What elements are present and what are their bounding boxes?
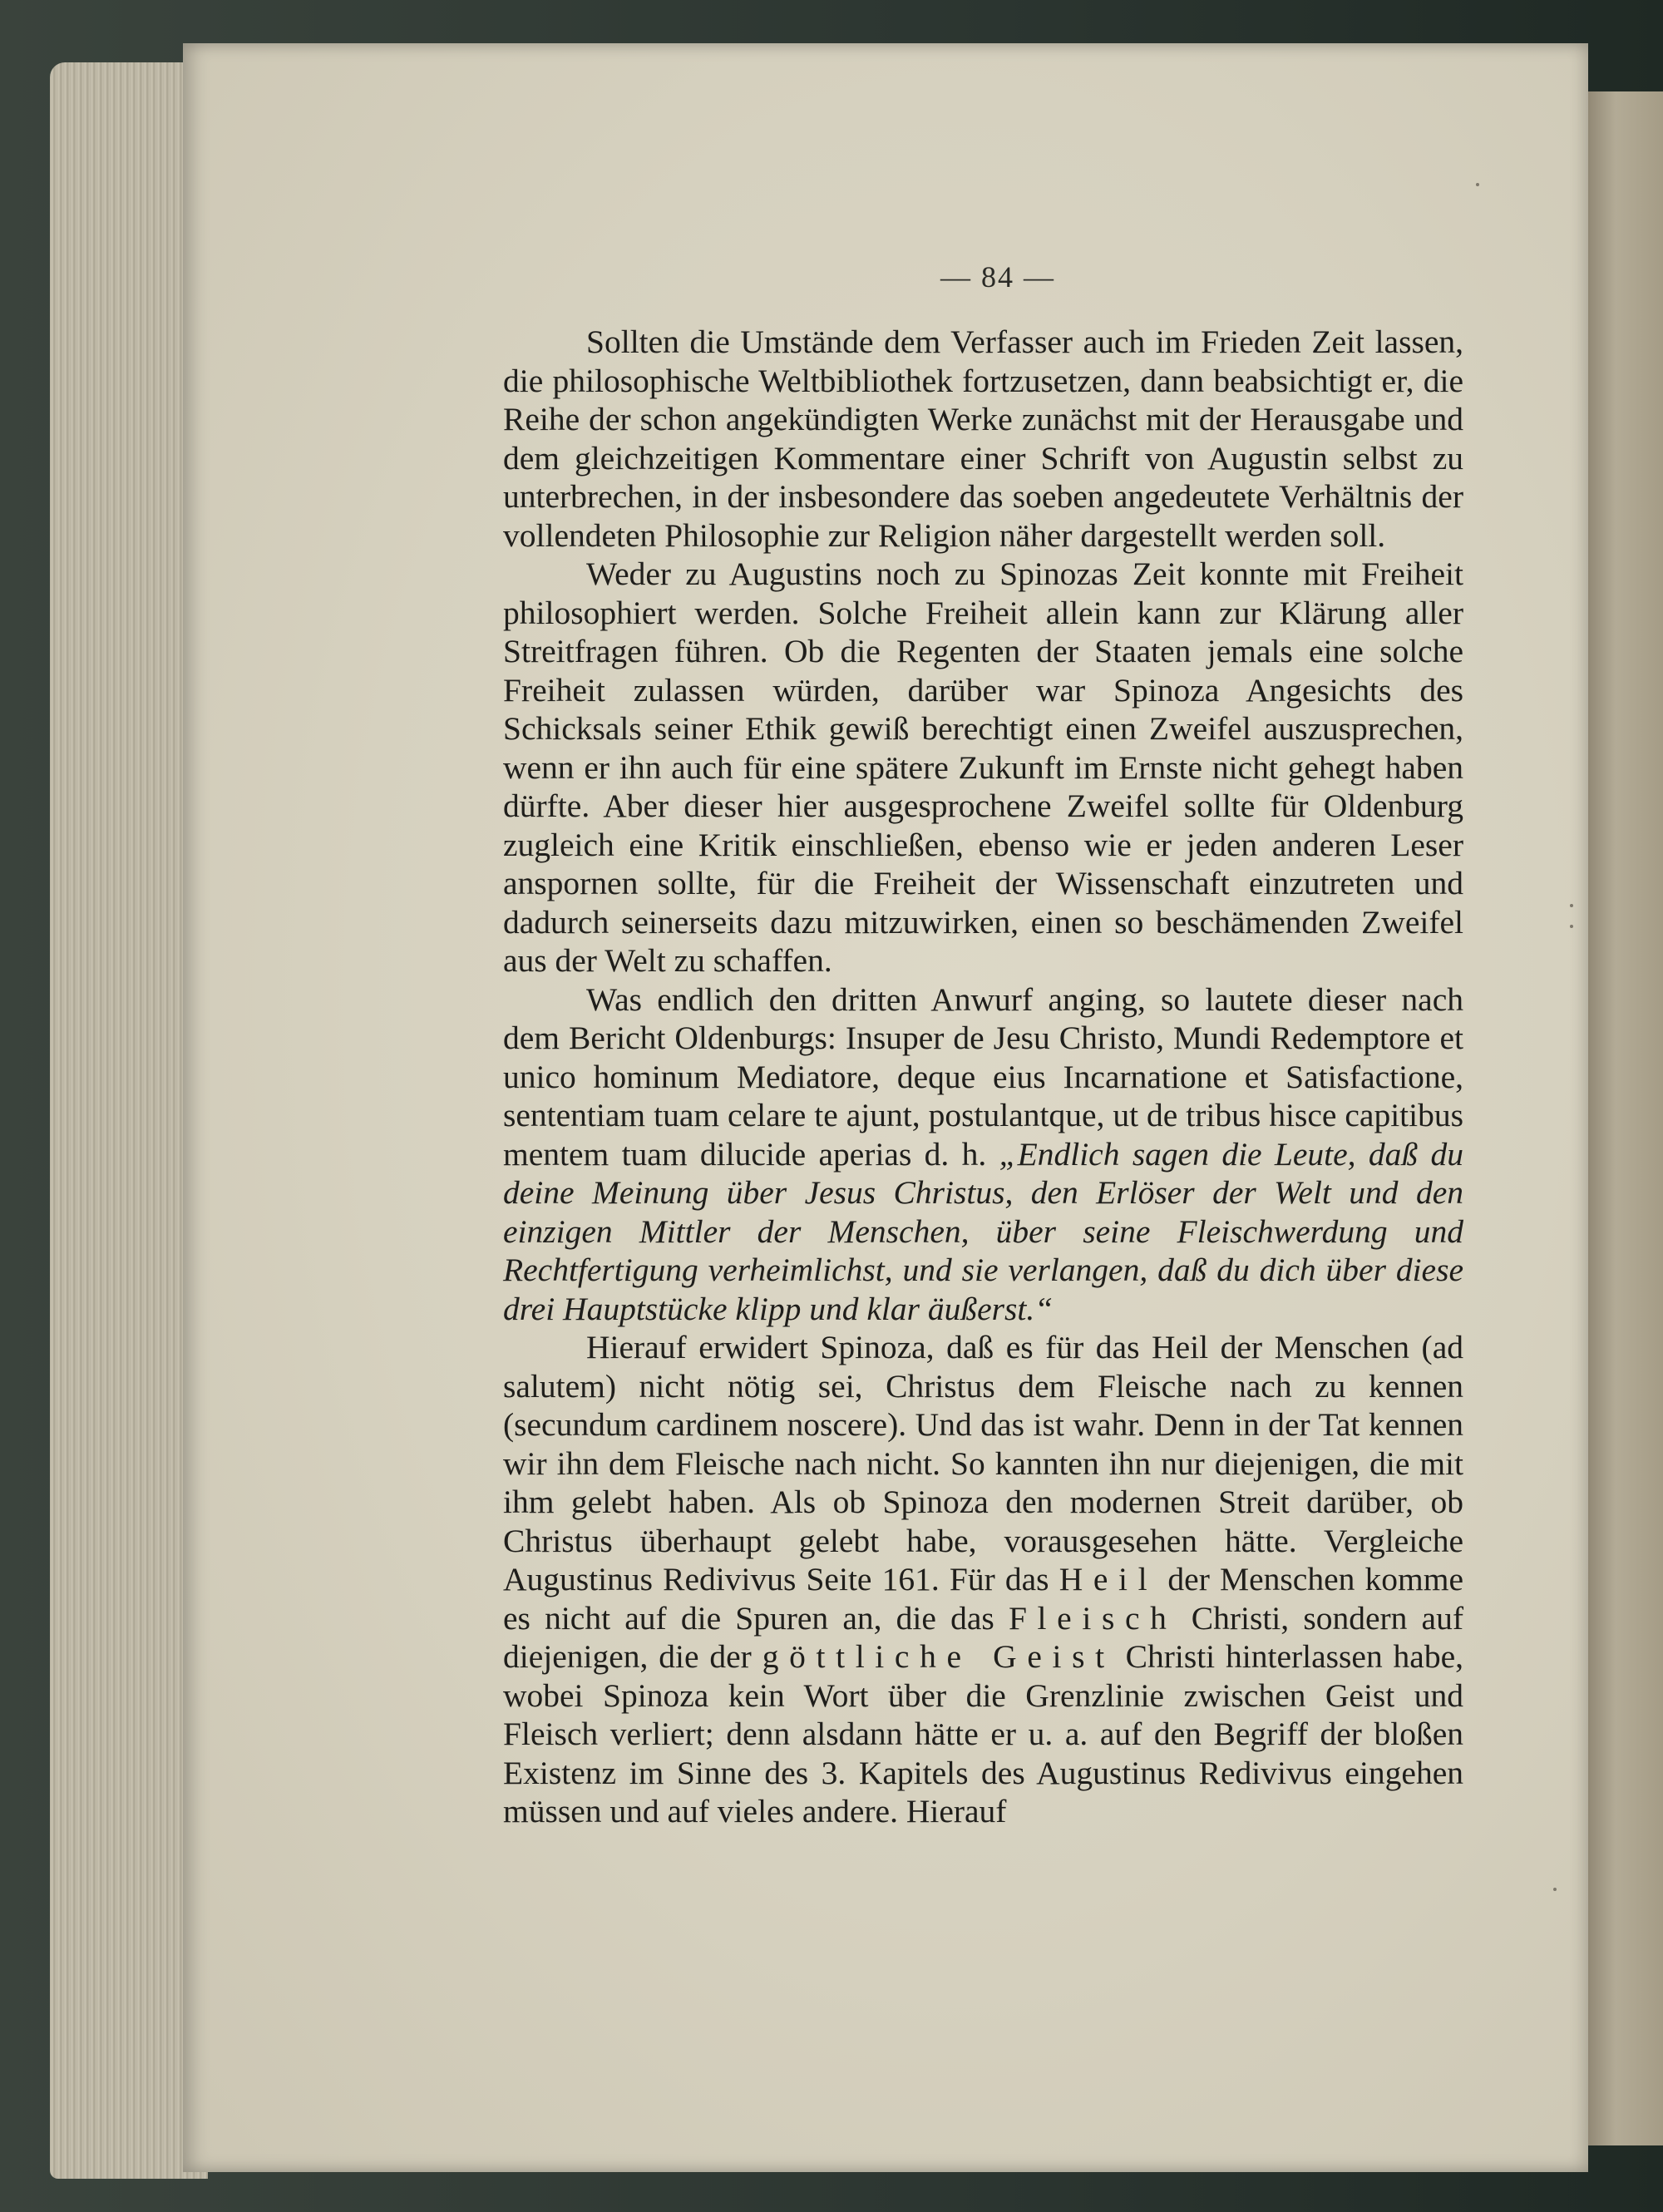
spaced-emphasis: Fleisch bbox=[1008, 1599, 1177, 1637]
spaced-emphasis: göttliche Geist bbox=[762, 1638, 1115, 1675]
paper-speck bbox=[1553, 1888, 1557, 1891]
paragraph bbox=[503, 555, 1463, 980]
text-segment: Christi hinterlassen habe, wobei Spinoza kein Wort über die Grenzlinie zwischen Geist und Fleisch verliert; denn alsdann hätte er u. a. auf den Begriff der bloßen Existenz im Sinne des 3. Kapitels des Augustinus Redivivus eingehen müssen und auf vieles andere. Hierauf bbox=[503, 1638, 1463, 1829]
text-segment: Christi, sondern auf diejenigen, die der bbox=[503, 1599, 1463, 1675]
paragraph bbox=[503, 1328, 1463, 1831]
paragraph bbox=[503, 323, 1463, 555]
italic-translation: „Endlich sagen die Leute, daß du deine Meinung über Jesus Christus, den Erlöser der Welt und den einzigen Mittler der Menschen, über seine Fleischwerdung und Rechtfertigung verheimlichst, und sie verlangen, daß du dich über diese drei Hauptstücke klipp und klar äußerst.“ bbox=[503, 1135, 1463, 1327]
text-segment: Hierauf erwidert Spinoza, daß es für das Heil der Menschen (ad salutem) nicht nötig sei, Christus dem Fleische nach zu kennen (secundum cardinem noscere). Und das ist wahr. Denn in der Tat kennen wir ihn dem Fleische nach nicht. So kannten ihn nur diejenigen, die mit ihm gelebt haben. Als ob Spinoza den modernen Streit darüber, ob Christus überhaupt gelebt habe, vorausgesehen hätte. Vergleiche Augustinus Redivivus Seite 161. Für das bbox=[503, 1329, 1463, 1597]
facing-page-edge bbox=[1584, 91, 1663, 2145]
text-segment: Was endlich den dritten Anwurf anging, so lautete dieser nach dem Bericht Oldenburgs: Insuper de Jesu Christo, Mundi Redemptore et unico hominum Mediatore, deque eius Incarnatione et Satisfactione, sententiam tuam celare te ajunt, postulantque, ut de tribus hisce capitibus mentem tuam dilucide aperias d. h. bbox=[503, 980, 1463, 1173]
body-text bbox=[503, 323, 1463, 1831]
text-segment: der Menschen komme es nicht auf die Spuren an, die das bbox=[503, 1561, 1463, 1637]
paper-speck bbox=[1570, 904, 1573, 907]
page-number: — 84 — bbox=[940, 260, 1055, 294]
paper-speck bbox=[1476, 183, 1479, 186]
paper-speck bbox=[1570, 925, 1573, 928]
spaced-emphasis: Heil bbox=[1058, 1561, 1158, 1597]
text-segment: Sollten die Umstände dem Verfasser auch im Frieden Zeit lassen, die philosophische Weltbibliothek fortzusetzen, dann beabsichtigt er, die Reihe der schon angekündigten Werke zunächst mit der Herausgabe und dem gleichzeitigen Kommentare einer Schrift von Augustin selbst zu unterbrechen, in der insbesondere das soeben angedeutete Verhältnis der vollendeten Philosophie zur Religion näher dargestellt werden soll. bbox=[503, 323, 1463, 554]
paragraph bbox=[503, 980, 1463, 1329]
text-segment: Weder zu Augustins noch zu Spinozas Zeit konnte mit Freiheit philosophiert werden. Solche Freiheit allein kann zur Klärung aller Streitfragen führen. Ob die Regenten der Staaten jemals eine solche Freiheit zulassen würden, darüber war Spinoza Angesichts des Schicksals seiner Ethik gewiß berechtigt einen Zweifel auszusprechen, wenn er ihn auch für eine spätere Zukunft im Ernste nicht gehegt haben dürfte. Aber dieser hier ausgesprochene Zweifel sollte für Oldenburg zugleich eine Kritik einschließen, ebenso wie er jeden anderen Leser anspornen sollte, für die Freiheit der Wissenschaft einzutreten und dadurch seinerseits dazu mitzuwirken, einen so beschämenden Zweifel aus der Welt zu schaffen. bbox=[503, 555, 1463, 979]
